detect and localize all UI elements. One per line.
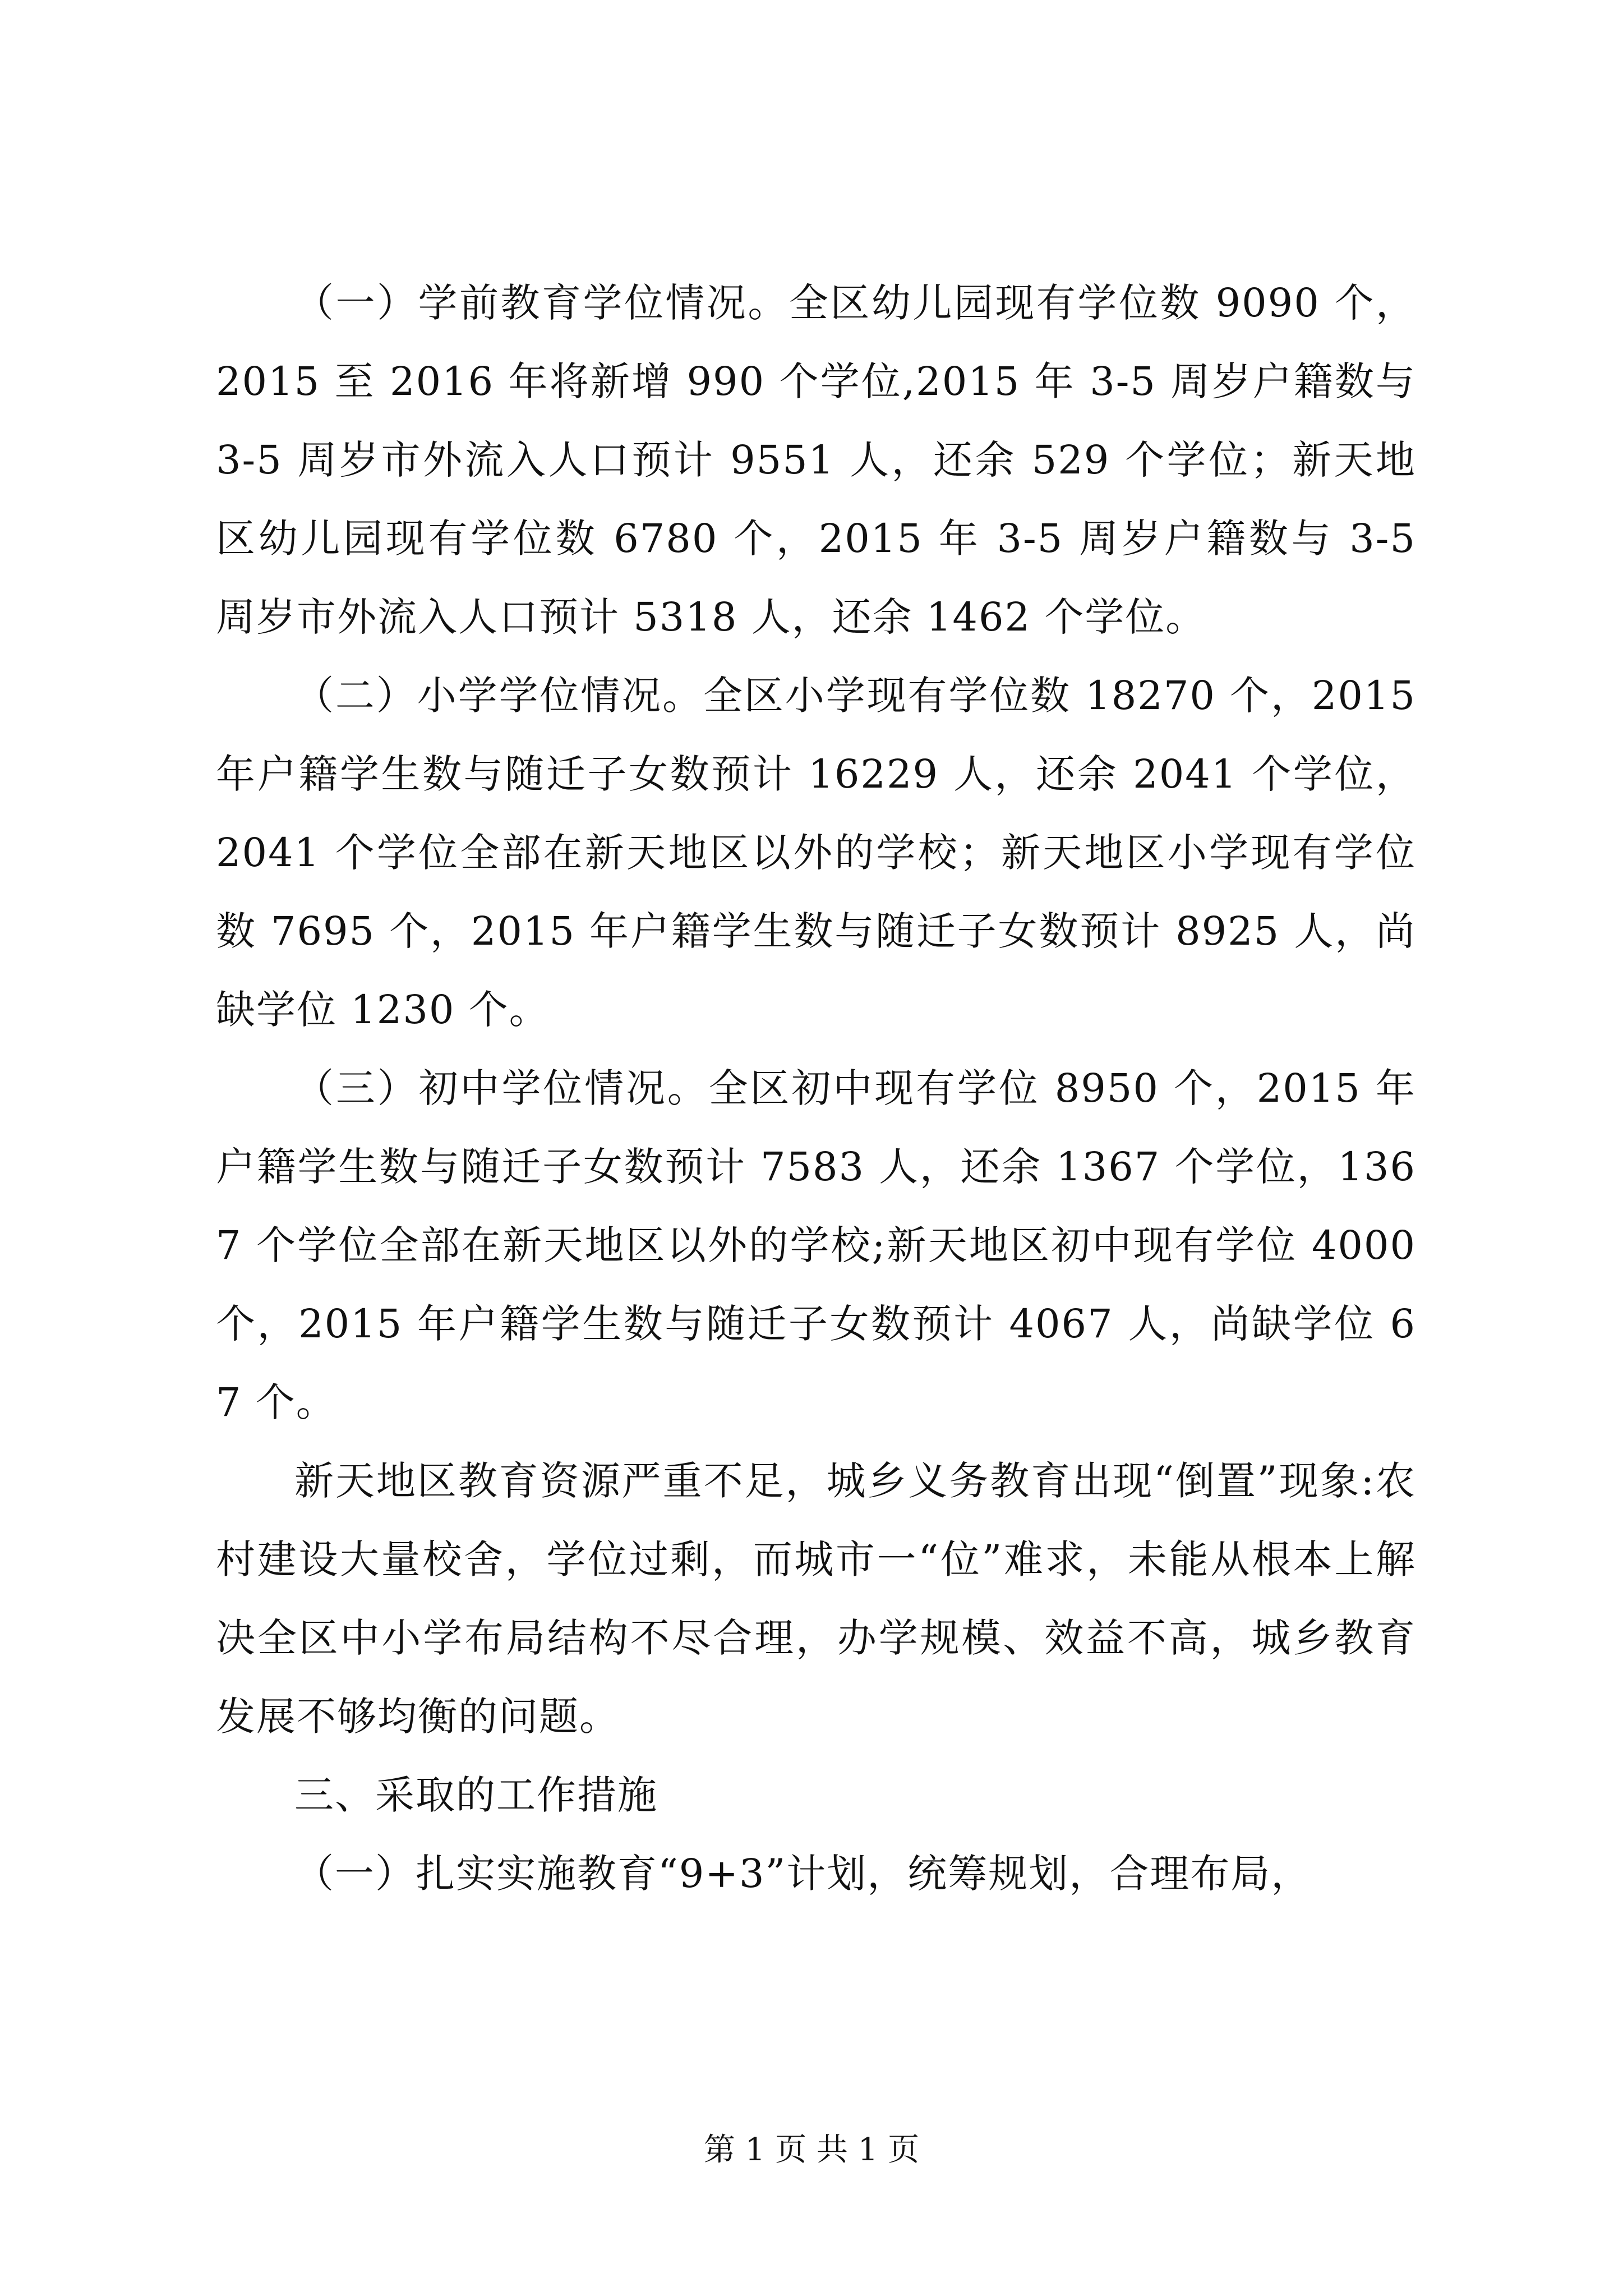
paragraph-junior-high-places: （三）初中学位情况。全区初中现有学位 8950 个，2015 年户籍学生数与随迁子女数预计 7583 人，还余 1367 个学位，1367 个学位全部在新天地区以外的学校;新天地区初中现有学位 4000 个，2015 年户籍学生数与随迁子女数预计 4067 人，尚缺学位 67 个。 [216,1065,1416,1425]
paragraph-measure-one: （一）扎实实施教育“9+3”计划，统筹规划，合理布局， [294,1851,1312,1897]
section-heading-measures: 三、采取的工作措施 [294,1772,658,1818]
paragraph-resource-shortage: 新天地区教育资源严重不足，城乡义务教育出现“倒置”现象:农村建设大量校舍，学位过剩，而城市一“位”难求，未能从根本上解决全区中小学布局结构不尽合理，办学规模、效益不高，城乡教育发展不够均衡的问题。 [216,1458,1416,1740]
document-body [216,264,1416,1913]
page-footer: 第 1 页 共 1 页 [703,2132,920,2168]
paragraph-preschool-places: （一）学前教育学位情况。全区幼儿园现有学位数 9090 个，2015 至 2016 年将新增 990 个学位,2015 年 3-5 周岁户籍数与 3-5 周岁市外流入人口预计 9551 人，还余 529 个学位；新天地区幼儿园现有学位数 6780 个，2015 年 3-5 周岁户籍数与 3-5 周岁市外流入人口预计 5318 人，还余 1462 个学位。 [216,280,1416,640]
paragraph-primary-places: （二）小学学位情况。全区小学现有学位数 18270 个，2015 年户籍学生数与随迁子女数预计 16229 人，还余 2041 个学位，2041 个学位全部在新天地区以外的学校；新天地区小学现有学位数 7695 个，2015 年户籍学生数与随迁子女数预计 8925 人，尚缺学位 1230 个。 [216,673,1416,1033]
